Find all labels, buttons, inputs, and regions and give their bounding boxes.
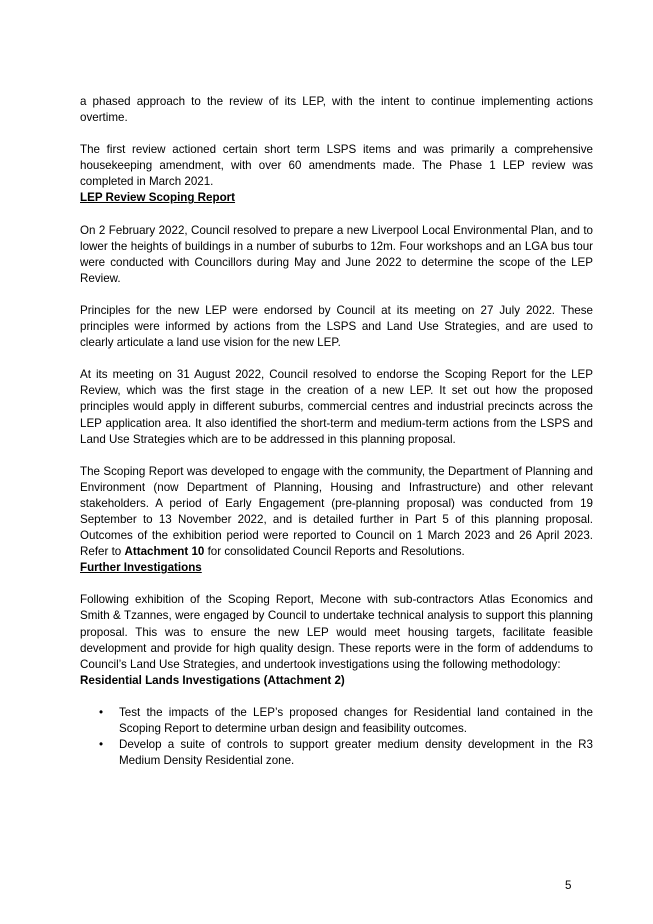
attachment-reference: Attachment 10 xyxy=(124,545,205,559)
further-paragraph: Following exhibition of the Scoping Report, Mecone with sub-contractors Atlas Economics and Smith & Tzannes, were engaged by Council to undertake technical analysis to support this planning proposal. This was to ensure the new LEP would meet housing targets, facilitate feasible development and provide for high quality design. These reports were in the form of addendums to Council’s Land Use Strategies, and undertook investigations using the following methodology: xyxy=(80,593,593,671)
list-item xyxy=(80,737,593,769)
section-heading-further-investigations: Further Investigations xyxy=(80,561,202,575)
bullet-icon: • xyxy=(99,738,104,752)
subheading-residential-lands: Residential Lands Investigations (Attachment 2) xyxy=(80,673,345,687)
page-number: 5 xyxy=(565,879,572,892)
list-item-text: Develop a suite of controls to support greater medium density development in the R3 Medium Density Residential zone. xyxy=(119,738,593,768)
page-content xyxy=(80,94,593,769)
scoping-paragraph-3: At its meeting on 31 August 2022, Council resolved to endorse the Scoping Report for the LEP Review, which was the first stage in the creation of a new LEP. It set out how the proposed principles would apply in different suburbs, commercial centres and industrial precincts across the LEP application area. It also identified the short-term and medium-term actions from the LSPS and Land Use Strategies which are to be addressed in this planning proposal. xyxy=(80,368,593,446)
intro-paragraph-2: The first review actioned certain short term LSPS items and was primarily a comprehensive housekeeping amendment, with over 60 amendments made. The Phase 1 LEP review was completed in March 2021. xyxy=(80,143,593,189)
scoping-paragraph-4 xyxy=(80,464,593,561)
list-item xyxy=(80,705,593,737)
scoping-paragraph-1: On 2 February 2022, Council resolved to prepare a new Liverpool Local Environmental Plan, and to lower the heights of buildings in a number of suburbs to 12m. Four workshops and an LGA bus tour were conducted with Councillors during May and June 2022 to determine the scope of the LEP Review. xyxy=(80,223,593,285)
scoping-paragraph-4-tail: for consolidated Council Reports and Resolutions. xyxy=(204,545,465,559)
methodology-list xyxy=(80,705,593,769)
intro-paragraph-1: a phased approach to the review of its LEP, with the intent to continue implementing actions overtime. xyxy=(80,95,593,125)
bullet-icon: • xyxy=(99,705,104,719)
scoping-paragraph-2: Principles for the new LEP were endorsed by Council at its meeting on 27 July 2022. These principles were informed by actions from the LSPS and Land Use Strategies, and are used to clearly articulate a land use vision for the new LEP. xyxy=(80,303,593,350)
section-heading-scoping-report: LEP Review Scoping Report xyxy=(80,191,236,205)
list-item-text: Test the impacts of the LEP’s proposed changes for Residential land contained in the Scoping Report to determine urban design and feasibility outcomes. xyxy=(119,705,593,735)
scoping-paragraph-4-text: The Scoping Report was developed to engage with the community, the Department of Planning and Environment (now Department of Planning, Housing and Infrastructure) and other relevant stakeholders. A period of Early Engagement (pre-planning proposal) was conducted from 19 September to 13 November 2022, and is detailed further in Part 5 of this planning proposal. Outcomes of the exhibition period were reported to Council on 1 March 2023 and 26 April 2023. Refer to xyxy=(80,464,593,559)
